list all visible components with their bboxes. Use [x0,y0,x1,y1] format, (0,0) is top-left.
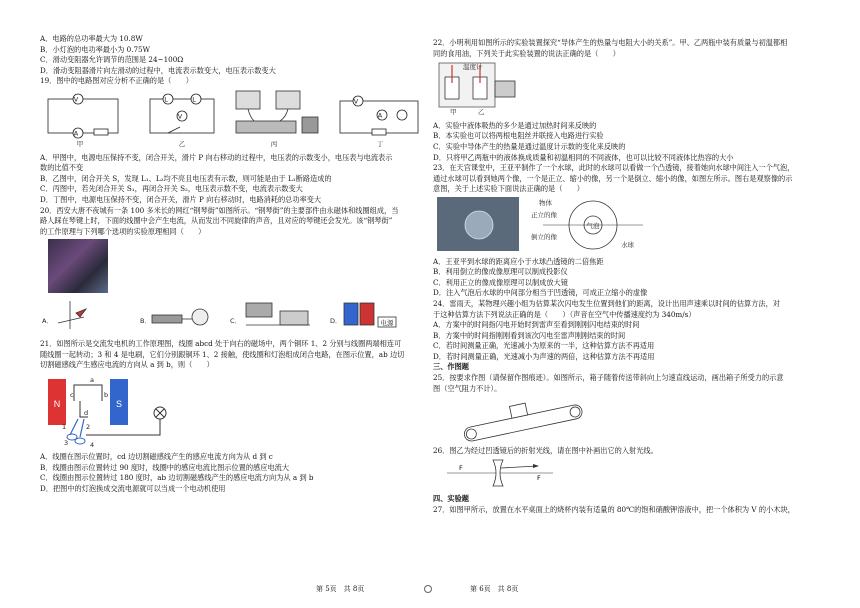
q24-option-d: D．若时间测量正确，光速减小为声速的两倍，这种估算方法不再适用 [433,351,655,361]
q24-stem-2: 于这种估算方法下列说法正确的是（ ）（声音在空气中传播速度约为 340m/s） [433,309,696,319]
q19-option-a-2: 数的比值不变 [40,163,84,173]
q19-option-d: D．丁图中，电源电压保持不变，闭合开关，滑片 P 向右移动时，电路消耗的总功率变大 [40,194,322,204]
q22-option-d: D．只将甲乙两瓶中的液体换成质量和初温相同的不同液体，也可以比较不同液体比热容的大小 [433,152,734,162]
q20-letter-c: C． [230,317,242,326]
q20-letter-d: D． [330,317,342,326]
q20-stem-2: 路人踩在琴键上时，下面的线圈中会产生电流，从而发出不同旋律的声音，且对应的琴键还会发光。该“钢琴街” [40,216,393,226]
q22-stem-2: 同的食用油，下列关于此实验装置的说法正确的是（ ） [433,48,620,58]
section-3-title: 三、作图题 [433,362,469,372]
q22-heating-apparatus [433,59,828,117]
q23-option-c: C．利用正立的像成像原理可以制成放大镜 [433,277,568,287]
binding-ring-icon [424,585,432,593]
q19-option-a-1: A．甲图中，电源电压保持不变，闭合开关，滑片 P 向右移动的过程中，电压表的示数变小，电压表与电流表示 [40,152,393,162]
q22-option-b: B．本实验也可以将两根电阻丝并联接入电路进行实验 [433,131,604,141]
svg-text:A: A [73,129,79,138]
svg-text:V: V [177,112,183,121]
circuit-jia [48,94,118,138]
q23-option-b: B．利用倒立的像成像原理可以制成投影仪 [433,267,568,277]
focus-f-left: F [459,464,463,473]
label-a: a [90,375,94,384]
q20-stem-3: 的工作原理与下列哪个选项的实验原理相同（ ） [40,226,206,236]
label-c: c [70,390,74,399]
q22-stem-1: 22．小明利用如图所示的实验装置探究“导体产生的热量与电阻大小的关系”。甲、乙两瓶中装有质量与初温都相 [433,38,788,47]
q23-stem-2: 通过水球可以看到她两个像，一个是正立、缩小的像，另一个是倒立、缩小的像，如图左所示。图右是观察像的示 [433,173,793,183]
bubble-label: 气泡 [586,221,600,230]
q26-stem: 26．图乙为经过凹透镜后的折射光线，请在图中补画出它的入射光线。 [433,445,658,455]
q21-stem-3: 切割磁感线产生感应电流的方向从 a 到 b，则（ ） [40,360,214,370]
q22-option-a: A．实验中液体吸热的多少是通过加热时间来反映的 [433,120,597,130]
inverted-image-label: 倒立的像 [531,232,557,241]
q18-option-a: A．电路的总功率最大为 10.8W [40,34,143,43]
svg-text:L: L [164,95,168,104]
q18-option-c: C．滑动变阻器允许调节的范围是 24~100Ω [40,55,184,65]
q25-stem-2: 图（空气阻力不计）。 [433,383,502,393]
rail-figure [246,303,310,325]
upright-image-label: 正立的像 [531,210,557,219]
q19-stem: 19．图中的电路图对应分析不正确的是（ ） [40,76,193,86]
q23-stem-3: 意图，关于上述实验下面说法正确的是（ ） [433,184,584,194]
footer-left-page: 第 5页 共 8页 [316,585,365,593]
left-column [40,34,435,495]
right-column [433,38,828,515]
jar-yi-label: 乙 [478,108,485,117]
q24-option-a: A．方案中的时间指闪电开始时到雷声至看到刚刚闪电结束的时间 [433,320,640,330]
fig-label-bing: 丙 [270,139,278,148]
fig-label-ding: 丁 [376,139,384,148]
label-b: b [104,390,109,399]
q21-option-d: D．把图中的灯泡换成交流电源就可以当成一个电动机使用 [40,484,226,494]
svg-text:V: V [73,95,79,104]
q21-stem-2: 随线圈一起转动；3 和 4 是电刷，它们分别跟铜环 1、2 接触，使线圈和灯泡组成闭合电路，在图示位置，ab 边切 [40,349,405,359]
label-d: d [84,408,89,417]
circuit-bing [236,91,318,133]
q20-letter-b: B． [140,317,151,326]
q18-option-b: B．小灯泡的电功率最小为 0.75W [40,44,151,54]
q23-option-a: A．王亚平到水球的距离应小于水球凸透镜的二倍焦距 [433,256,604,266]
fig-label-yi: 乙 [178,139,186,148]
d-power-label: 电源 [380,319,394,328]
n-label: N [53,398,61,409]
q21-option-a: A．线圈在图示位置时，cd 边切割磁感线产生的感应电流方向为从 d 到 c [40,452,273,462]
q25-stem-1: 25．按要求作图（请保留作图痕迹）。如图所示，箱子随着传送带斜向上匀速直线运动，画出箱子所受力的示意 [433,373,784,383]
section-4-title: 四、实验题 [433,494,469,504]
q19-option-b: B．乙图中，闭合开关 S，发现 L₁、L₂均不亮且电压表有示数，则可能是由于 L₁断路造成的 [40,173,332,183]
q24-option-b: B．方案中的时间指刚刚看到该次闪电至雷声刚刚结束的时间 [433,330,626,340]
label-1: 1 [62,422,67,431]
q19-option-c: C．丙图中，若先闭合开关 S₁，再闭合开关 S₂，电压表示数不变，电流表示数变大 [40,184,303,194]
piano-street-photo [48,239,108,293]
q23-option-d: D．注入气泡后水球的中间部分相当于凹透镜，可成正立缩小的虚像 [433,288,648,298]
q21-stem-1: 21．如图所示是交流发电机的工作原理图，线圈 abcd 处于向右的磁场中，两个铜环 1、2 分别与线圈两端相连可 [40,338,402,348]
magnet-coil-figure [152,309,208,325]
q22-option-c: C．实验中导体产生的热量是通过温度计示数的变化来反映的 [433,141,626,151]
s-label: S [115,398,123,409]
svg-text:L: L [192,95,196,104]
svg-text:A: A [377,111,383,120]
thermometer-label: 温度计 [463,63,483,72]
generator-figure [40,371,435,449]
label-2: 2 [86,422,91,431]
q21-option-b: B．线圈由图示位置转过 90 度时，线圈中的感应电流比图示位置的感应电流大 [40,462,290,472]
q18-option-d: D．滑动变阻器滑片向左滑动的过程中，电流表示数变大，电压表示数变大 [40,65,276,75]
jar-jia-label: 甲 [450,108,457,117]
footer-right-page: 第 6页 共 8页 [470,585,519,593]
svg-text:V: V [353,97,359,106]
object-label: 物体 [539,198,552,207]
water-ball-label: 水球 [621,240,634,249]
q19-circuit-figures [40,87,435,149]
q20-option-figures [40,295,435,335]
compass-figure [58,301,86,329]
q20-stem-1: 20．西安大唐不夜城有一条 100 多米长的网红“钢琴街”如图所示。“钢琴街”的主要部件由永磁体和线圈组成，当 [40,205,399,215]
q27-stem: 27．如图甲所示，放置在水平桌面上的烧杯内装有适量的 80℃的饱和硝酸钾溶液中，把一个体积为 V 的小木块， [433,504,795,514]
q23-stem-1: 23．在天宫课堂中，王亚平制作了一个水球，此时的水球可以看做一个凸透镜，接着她向水球中间注入一个气泡， [433,163,795,173]
q20-letter-a: A． [42,317,53,326]
q24-stem-1: 24．雷雨天，某物理兴趣小组为估算某次闪电发生位置到他们的距离，设计出用声速乘以时间的估算方法，对 [433,298,780,308]
fig-label-jia: 甲 [76,139,84,148]
label-4: 4 [90,440,95,449]
q23-water-ball-figure [433,195,828,253]
q26-concave-lens-figure [433,456,828,490]
q24-option-c: C．若时间测量正确，光速减小为原来的一半，这种估算方法不再适用 [433,341,655,351]
q25-conveyor-figure [433,394,828,442]
label-3: 3 [64,438,69,447]
q21-option-c: C．线圈由图示位置转过 180 度时，ab 边切割磁感线产生的感应电流方向为从 a 到 b [40,473,314,483]
focus-f-right: F [537,474,541,483]
